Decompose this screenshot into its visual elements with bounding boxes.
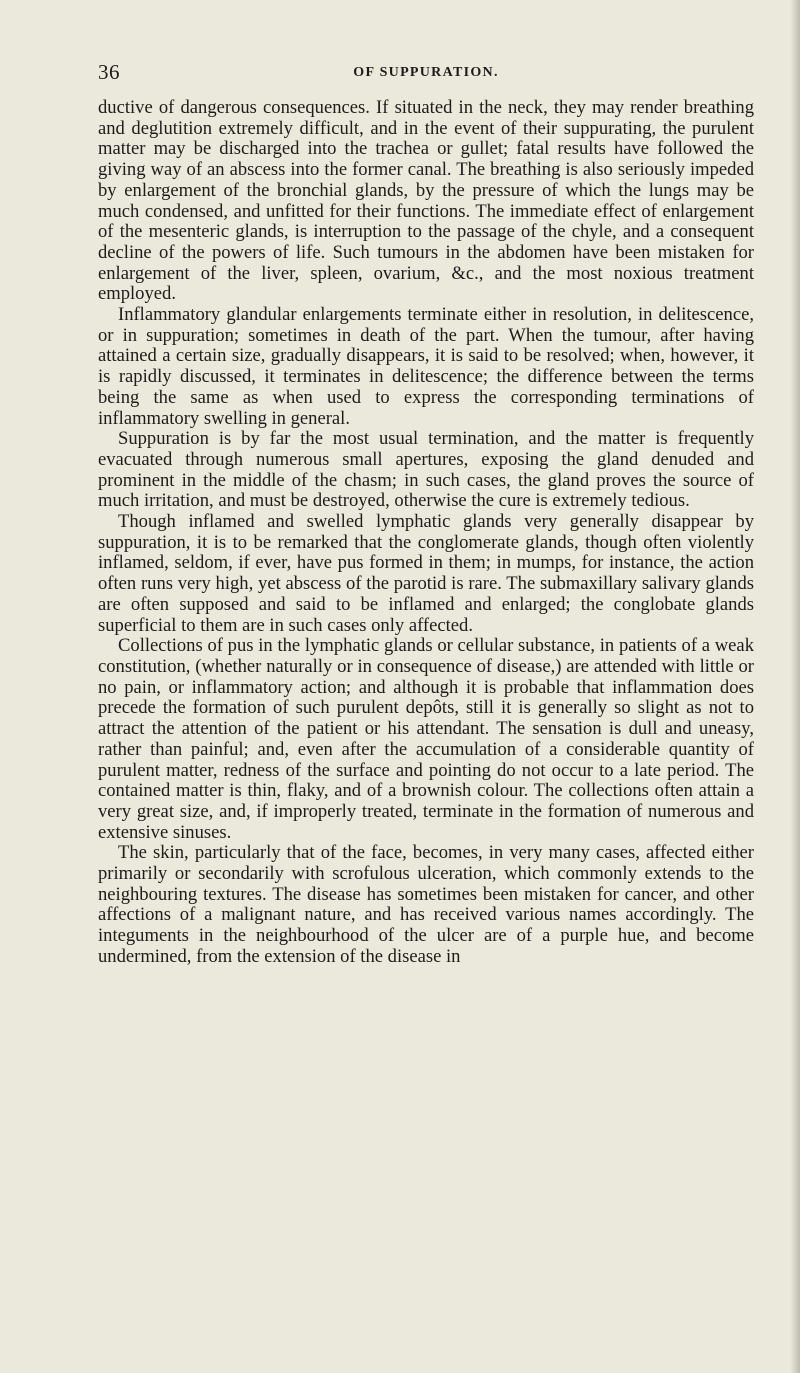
page-header (98, 60, 754, 86)
paragraph: ductive of dangerous consequences. If situated in the neck, they may render breathing and deglutition extremely difficult, and in the event of their suppurating, the purulent matter may be discharged into the trachea or gullet; fatal results have followed the giving way of an abscess into the former canal. The breathing is also seriously impeded by enlargement of the bronchial glands, by the pressure of which the lungs may be much condensed, and unfitted for their functions. The immediate effect of enlargement of the mesenteric glands, is interruption to the passage of the chyle, and a consequent decline of the powers of life. Such tumours in the abdomen have been mistaken for enlargement of the liver, spleen, ovarium, &c., and the most noxious treatment employed. (98, 97, 754, 305)
paragraph: Though inflamed and swelled lymphatic glands very generally disappear by suppuration, it is to be remarked that the conglomerate glands, though often violently inflamed, seldom, if ever, have pus formed in them; in mumps, for instance, the action often runs very high, yet abscess of the parotid is rare. The submaxillary salivary glands are often supposed and said to be inflamed and enlarged; the conglobate glands superficial to them are in such cases only affected. (98, 511, 754, 636)
paragraph: Suppuration is by far the most usual termination, and the matter is frequently evacuated through numerous small apertures, exposing the gland denuded and prominent in the middle of the chasm; in such cases, the gland proves the source of much irritation, and must be destroyed, otherwise the cure is extremely tedious. (98, 428, 754, 512)
paragraph: Inflammatory glandular enlargements terminate either in resolution, in delitescence, or in suppuration; sometimes in death of the part. When the tumour, after having attained a certain size, gradually disappears, it is said to be resolved; when, however, it is rapidly discussed, it terminates in delitescence; the difference between the terms being the same as when used to express the corresponding terminations of inflammatory swelling in general. (98, 304, 754, 429)
paragraph: Collections of pus in the lymphatic glands or cellular substance, in patients of a weak constitution, (whether naturally or in consequence of disease,) are attended with little or no pain, or inflammatory action; and although it is probable that inflammation does precede the formation of such purulent depôts, still it is generally so slight as not to attract the attention of the patient or his attendant. The sensation is dull and uneasy, rather than painful; and, even after the accumulation of a considerable quantity of purulent matter, redness of the surface and pointing do not occur to a late period. The contained matter is thin, flaky, and of a brownish colour. The collections often attain a very great size, and, if improperly treated, terminate in the formation of numerous and extensive sinuses. (98, 635, 754, 843)
page-edge-shadow (790, 0, 800, 1373)
page-number: 36 (98, 60, 120, 84)
paragraph: The skin, particularly that of the face, becomes, in very many cases, affected either primarily or secondarily with scrofulous ulceration, which commonly extends to the neighbouring textures. The disease has sometimes been mistaken for cancer, and other affections of a malignant nature, and has received various names accordingly. The integuments in the neighbourhood of the ulcer are of a purple hue, and become undermined, from the extension of the disease in (98, 842, 754, 967)
running-head: OF SUPPURATION. (353, 65, 499, 80)
body-text (98, 98, 754, 968)
